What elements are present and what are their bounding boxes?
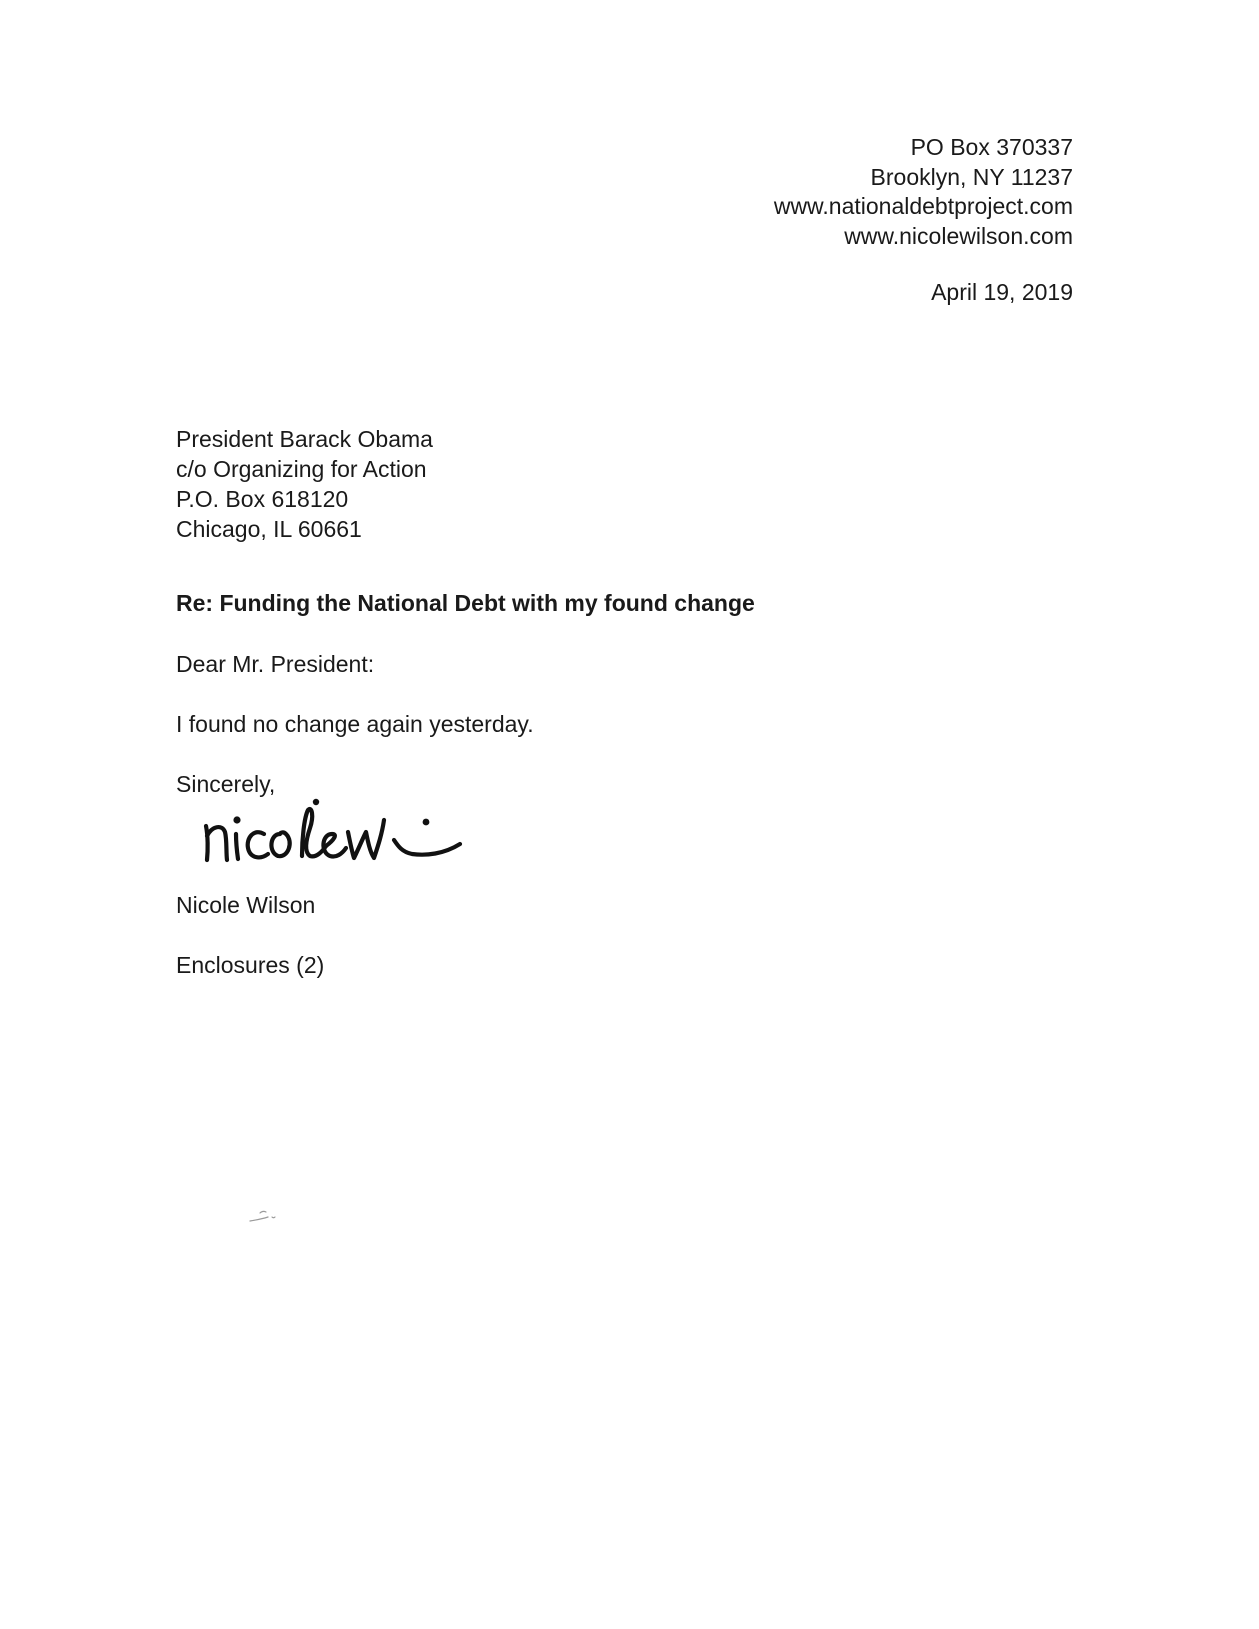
salutation: Dear Mr. President: [176, 651, 375, 677]
sender-po-box: PO Box 370337 [910, 134, 1073, 160]
sender-website-personal: www.nicolewilson.com [844, 222, 1073, 249]
sender-address-block [774, 133, 1073, 251]
sender-city-state-zip: Brooklyn, NY 11237 [870, 163, 1073, 190]
recipient-city-state-zip: Chicago, IL 60661 [176, 516, 362, 542]
recipient-address-block [176, 424, 433, 544]
recipient-name: President Barack Obama [176, 426, 433, 452]
recipient-care-of: c/o Organizing for Action [176, 456, 427, 482]
signer-name: Nicole Wilson [176, 892, 316, 918]
handwritten-signature [198, 796, 488, 878]
closing: Sincerely, [176, 771, 276, 797]
sender-website-project: www.nationaldebtproject.com [773, 193, 1073, 219]
scan-speck-mark [246, 1205, 282, 1225]
recipient-po-box: P.O. Box 618120 [176, 486, 349, 512]
enclosures-note: Enclosures (2) [176, 952, 325, 978]
letter-body: I found no change again yesterday. [176, 711, 534, 737]
subject-line: Re: Funding the National Debt with my found change [176, 590, 755, 616]
letter-date: April 19, 2019 [931, 279, 1073, 305]
